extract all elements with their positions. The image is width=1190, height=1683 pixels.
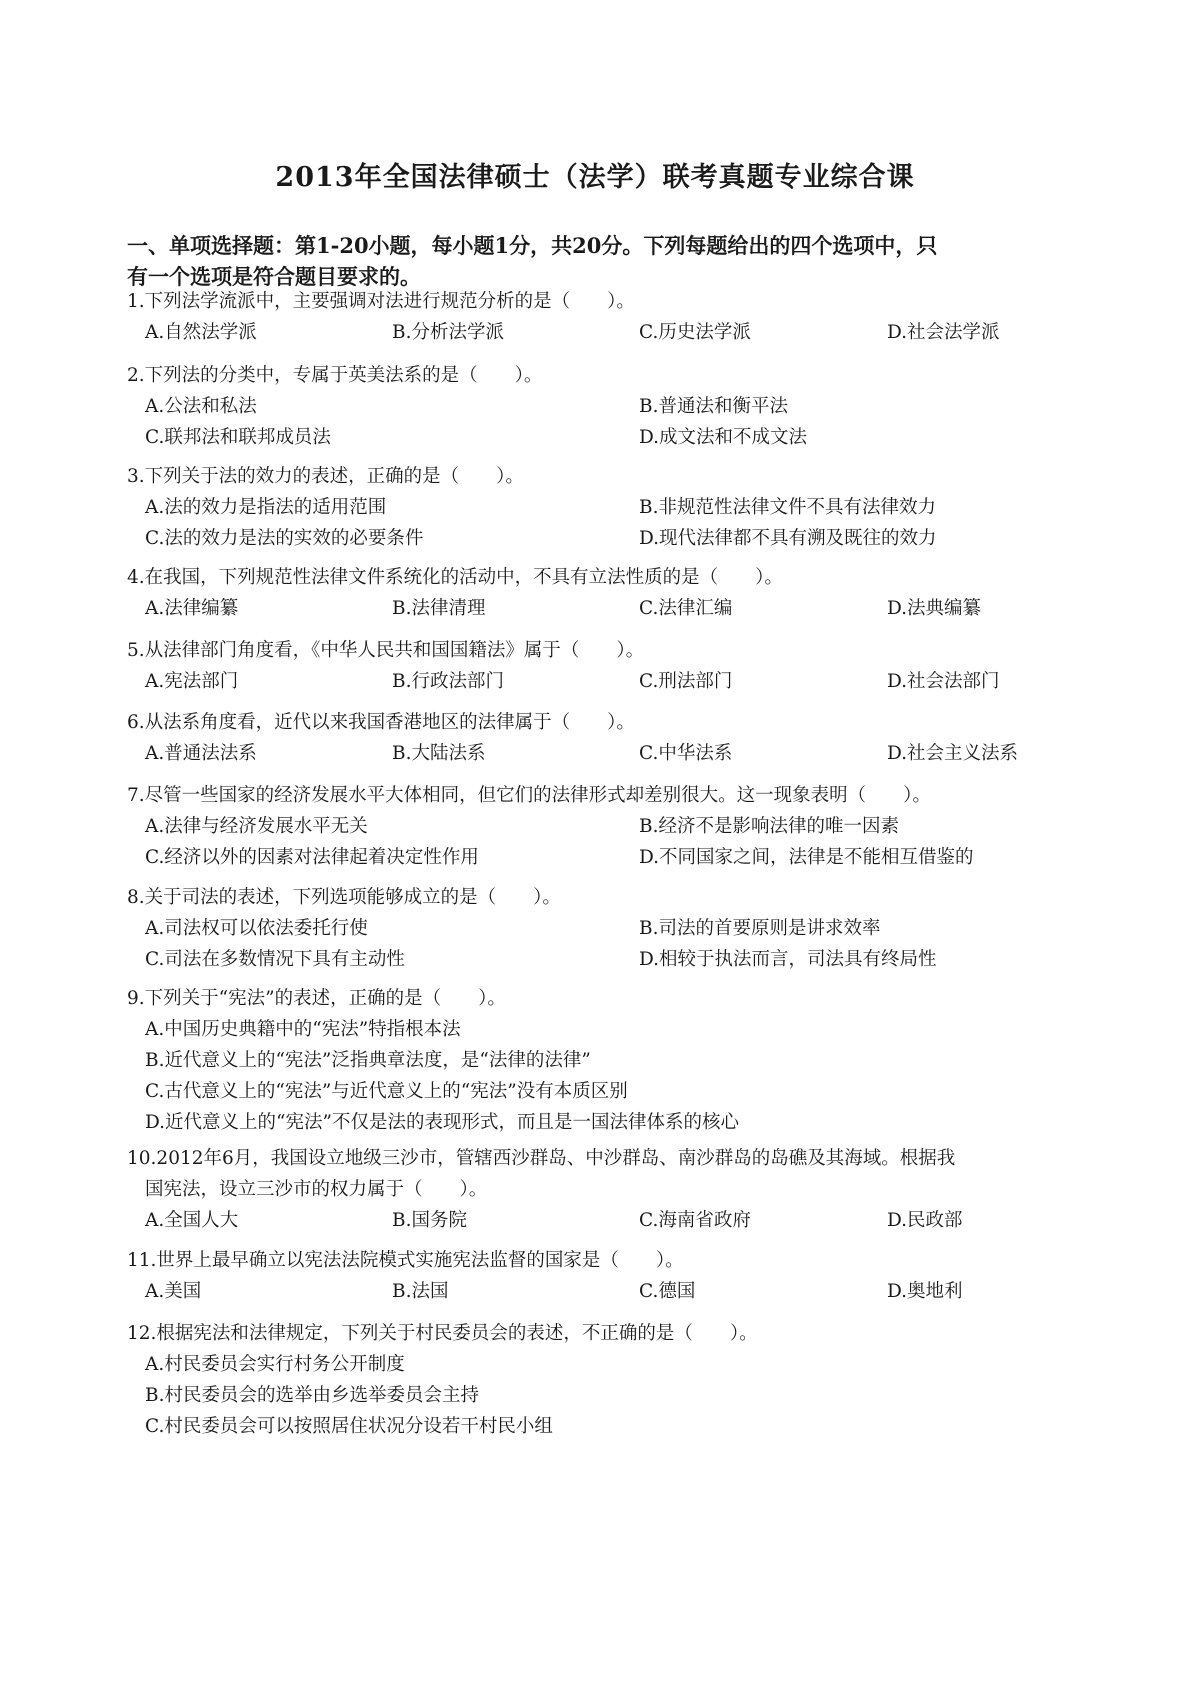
options-row (127, 913, 1087, 944)
question-stem: 7.尽管一些国家的经济发展水平大体相同，但它们的法律形式却差别很大。这一现象表明（ ）。 (127, 785, 931, 806)
option-b: B.分析法学派 (392, 322, 504, 343)
question-1 (127, 286, 1087, 348)
options-row (127, 593, 1087, 624)
option-a: A.全国人大 (145, 1210, 239, 1231)
option-c: C.联邦法和联邦成员法 (145, 427, 331, 448)
question-stem: 2.下列法的分类中，专属于英美法系的是（ ）。 (127, 365, 543, 386)
option-b: B.经济不是影响法律的唯一因素 (639, 816, 899, 837)
question-11 (127, 1245, 1087, 1307)
option-b: B.近代意义上的“宪法”泛指典章法度，是“法律的法律” (145, 1050, 591, 1071)
section-heading-line: 一、单项选择题：第1-20小题，每小题1分，共20分。下列每题给出的四个选项中，只 (127, 233, 938, 258)
option-c: C.刑法部门 (639, 671, 733, 692)
option-c: C.海南省政府 (639, 1210, 751, 1231)
options-row (127, 422, 1087, 453)
option-a: A.宪法部门 (145, 671, 239, 692)
question-8 (127, 882, 1087, 975)
option-a: A.司法权可以依法委托行使 (145, 918, 368, 939)
option-b: B.司法的首要原则是讲求效率 (639, 918, 881, 939)
option-d: D.社会主义法系 (887, 743, 1019, 764)
option-a: A.普通法法系 (145, 743, 257, 764)
question-stem: 10.2012年6月，我国设立地级三沙市，管辖西沙群岛、中沙群岛、南沙群岛的岛礁及其海域。根据我 (127, 1148, 956, 1169)
option-a: A.村民委员会实行村务公开制度 (145, 1354, 405, 1375)
option-c: C.中华法系 (639, 743, 733, 764)
option-b: B.大陆法系 (392, 743, 486, 764)
option-d: D.相较于执法而言，司法具有终局性 (639, 949, 937, 970)
options-row (127, 1205, 1087, 1236)
question-2 (127, 360, 1087, 453)
option-a: A.中国历史典籍中的“宪法”特指根本法 (145, 1019, 461, 1040)
options-row (127, 738, 1087, 769)
options-row (127, 811, 1087, 842)
section-heading-line: 有一个选项是符合题目要求的。 (127, 264, 421, 289)
question-9 (127, 983, 1087, 1138)
options-row (127, 492, 1087, 523)
option-c: C.经济以外的因素对法律起着决定性作用 (145, 847, 479, 868)
question-5 (127, 635, 1087, 697)
question-12 (127, 1318, 1087, 1442)
options-row (127, 317, 1087, 348)
option-d: D.近代意义上的“宪法”不仅是法的表现形式，而且是一国法律体系的核心 (145, 1112, 739, 1133)
option-d: D.成文法和不成文法 (639, 427, 808, 448)
option-a: A.自然法学派 (145, 322, 257, 343)
question-stem: 3.下列关于法的效力的表述，正确的是（ ）。 (127, 466, 524, 487)
option-c: C.历史法学派 (639, 322, 751, 343)
option-d: D.社会法学派 (887, 322, 1000, 343)
question-stem: 4.在我国，下列规范性法律文件系统化的活动中，不具有立法性质的是（ ）。 (127, 567, 783, 588)
option-b: B.普通法和衡平法 (639, 396, 788, 417)
section-heading (127, 230, 1067, 292)
option-b: B.村民委员会的选举由乡选举委员会主持 (145, 1385, 479, 1406)
option-c: C.司法在多数情况下具有主动性 (145, 949, 405, 970)
page-title: 2013年全国法律硕士（法学）联考真题专业综合课 (275, 162, 915, 193)
option-d: D.不同国家之间，法律是不能相互借鉴的 (639, 847, 974, 868)
options-row (127, 391, 1087, 422)
option-b: B.法国 (392, 1281, 449, 1302)
question-stem: 6.从法系角度看，近代以来我国香港地区的法律属于（ ）。 (127, 712, 635, 733)
options-row (127, 666, 1087, 697)
option-d: D.法典编纂 (887, 598, 982, 619)
options-row (127, 944, 1087, 975)
option-b: B.行政法部门 (392, 671, 504, 692)
option-c: C.法律汇编 (639, 598, 733, 619)
question-stem: 11.世界上最早确立以宪法法院模式实施宪法监督的国家是（ ）。 (127, 1250, 684, 1271)
option-d: D.民政部 (887, 1210, 963, 1231)
options-row (127, 523, 1087, 554)
question-3 (127, 461, 1087, 554)
options-row (127, 842, 1087, 873)
option-b: B.非规范性法律文件不具有法律效力 (639, 497, 936, 518)
option-c: C.德国 (639, 1281, 696, 1302)
question-7 (127, 780, 1087, 873)
option-a: A.美国 (145, 1281, 202, 1302)
option-b: B.法律清理 (392, 598, 486, 619)
question-stem: 12.根据宪法和法律规定，下列关于村民委员会的表述，不正确的是（ ）。 (127, 1323, 758, 1344)
option-a: A.法的效力是指法的适用范围 (145, 497, 387, 518)
question-stem-continued: 国宪法，设立三沙市的权力属于（ ）。 (145, 1179, 488, 1200)
option-b: B.国务院 (392, 1210, 467, 1231)
option-c: C.法的效力是法的实效的必要条件 (145, 528, 424, 549)
option-d: D.社会法部门 (887, 671, 1000, 692)
question-stem: 9.下列关于“宪法”的表述，正确的是（ ）。 (127, 988, 506, 1009)
option-a: A.法律与经济发展水平无关 (145, 816, 368, 837)
question-4 (127, 562, 1087, 624)
question-stem: 1.下列法学流派中，主要强调对法进行规范分析的是（ ）。 (127, 291, 635, 312)
option-a: A.公法和私法 (145, 396, 257, 417)
option-c: C.古代意义上的“宪法”与近代意义上的“宪法”没有本质区别 (145, 1081, 628, 1102)
option-d: D.奥地利 (887, 1281, 963, 1302)
option-d: D.现代法律都不具有溯及既往的效力 (639, 528, 937, 549)
option-c: C.村民委员会可以按照居住状况分设若干村民小组 (145, 1416, 553, 1437)
options-row (127, 1276, 1087, 1307)
question-6 (127, 707, 1087, 769)
question-10 (127, 1143, 1087, 1236)
option-a: A.法律编纂 (145, 598, 239, 619)
question-stem: 8.关于司法的表述，下列选项能够成立的是（ ）。 (127, 887, 561, 908)
question-stem: 5.从法律部门角度看，《中华人民共和国国籍法》属于（ ）。 (127, 640, 645, 661)
